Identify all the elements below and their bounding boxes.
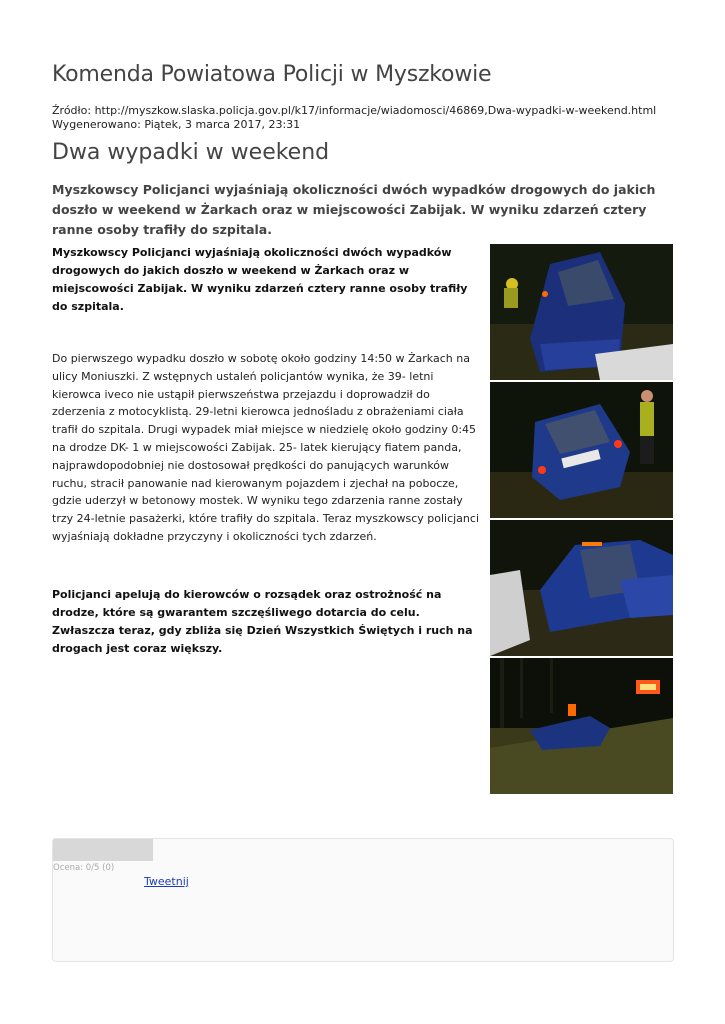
tweet-link[interactable]: Tweetnij: [144, 875, 189, 888]
article-intro: Myszkowscy Policjanci wyjaśniają okoliczności dwóch wypadków drogowych do jakich doszło w weekend w Żarkach oraz w miejscowości Zabijak. W wyniku zdarzeń cztery ranne osoby trafiły do szpitala.: [52, 246, 468, 313]
rating-box: [52, 838, 674, 962]
rating-stars[interactable]: [53, 839, 153, 861]
rating-text: Ocena: 0/5 (0): [53, 863, 115, 873]
article-appeal: Policjanci apelują do kierowców o rozsądek oraz ostrożność na drodze, które są gwarantem szczęśliwego dotarcia do celu. Zwłaszcza teraz, gdy zbliża się Dzień Wszystkich Świętych i ruch na drogach jest coraz większy.: [52, 587, 473, 655]
photo-gallery: [490, 244, 673, 796]
article-paragraph: Do pierwszego wypadku doszło w sobotę około godziny 14:50 w Żarkach na ulicy Moniuszki. Z wstępnych ustaleń policjantów wynika, że 39- letni kierowca iveco nie ustąpił pierwszeństwa przejazdu i doprowadził do zderzenia z motocyklistą. 29-letni kierowca jednośladu z obrażeniami ciała trafił do szpitala. Drugi wypadek miał miejsce w niedzielę około godziny 0:45 na drodze DK- 1 w miejscowości Zabijak. 25- latek kierujący fiatem panda, najprawdopodobniej nie dostosował prędkości do panujących warunków ruchu, stracił panowanie nad kierowanym pojazdem i zjechał na pobocze, gdzie uderzył w betonowy mostek. W wyniku tego zdarzenia ranne zostały trzy 24-letnie pasażerki, które trafiły do szpitala. Teraz myszkowscy policjanci wyjaśniają dokładne przyczyny i okoliczności tych zdarzeń.: [52, 352, 479, 543]
article-body: [52, 244, 482, 658]
source-line: Źródło: http://myszkow.slaska.policja.gov.pl/k17/informacje/wiadomosci/46869,Dwa-wypadki-w-weekend.html: [52, 104, 657, 117]
article-title: Dwa wypadki w weekend: [52, 140, 330, 165]
car-rear-photo[interactable]: [490, 382, 673, 518]
generated-line: Wygenerowano: Piątek, 3 marca 2017, 23:31: [52, 118, 301, 131]
site-title: Komenda Powiatowa Policji w Myszkowie: [52, 62, 492, 87]
accident-scene-photo[interactable]: [490, 658, 673, 794]
crashed-car-side-photo[interactable]: [490, 520, 673, 656]
article-lead: Myszkowscy Policjanci wyjaśniają okoliczności dwóch wypadków drogowych do jakich doszło w weekend w Żarkach oraz w miejscowości Zabijak. W wyniku zdarzeń cztery ranne osoby trafiły do szpitala.: [52, 182, 656, 237]
crashed-car-photo[interactable]: [490, 244, 673, 380]
document-meta: [52, 104, 656, 132]
